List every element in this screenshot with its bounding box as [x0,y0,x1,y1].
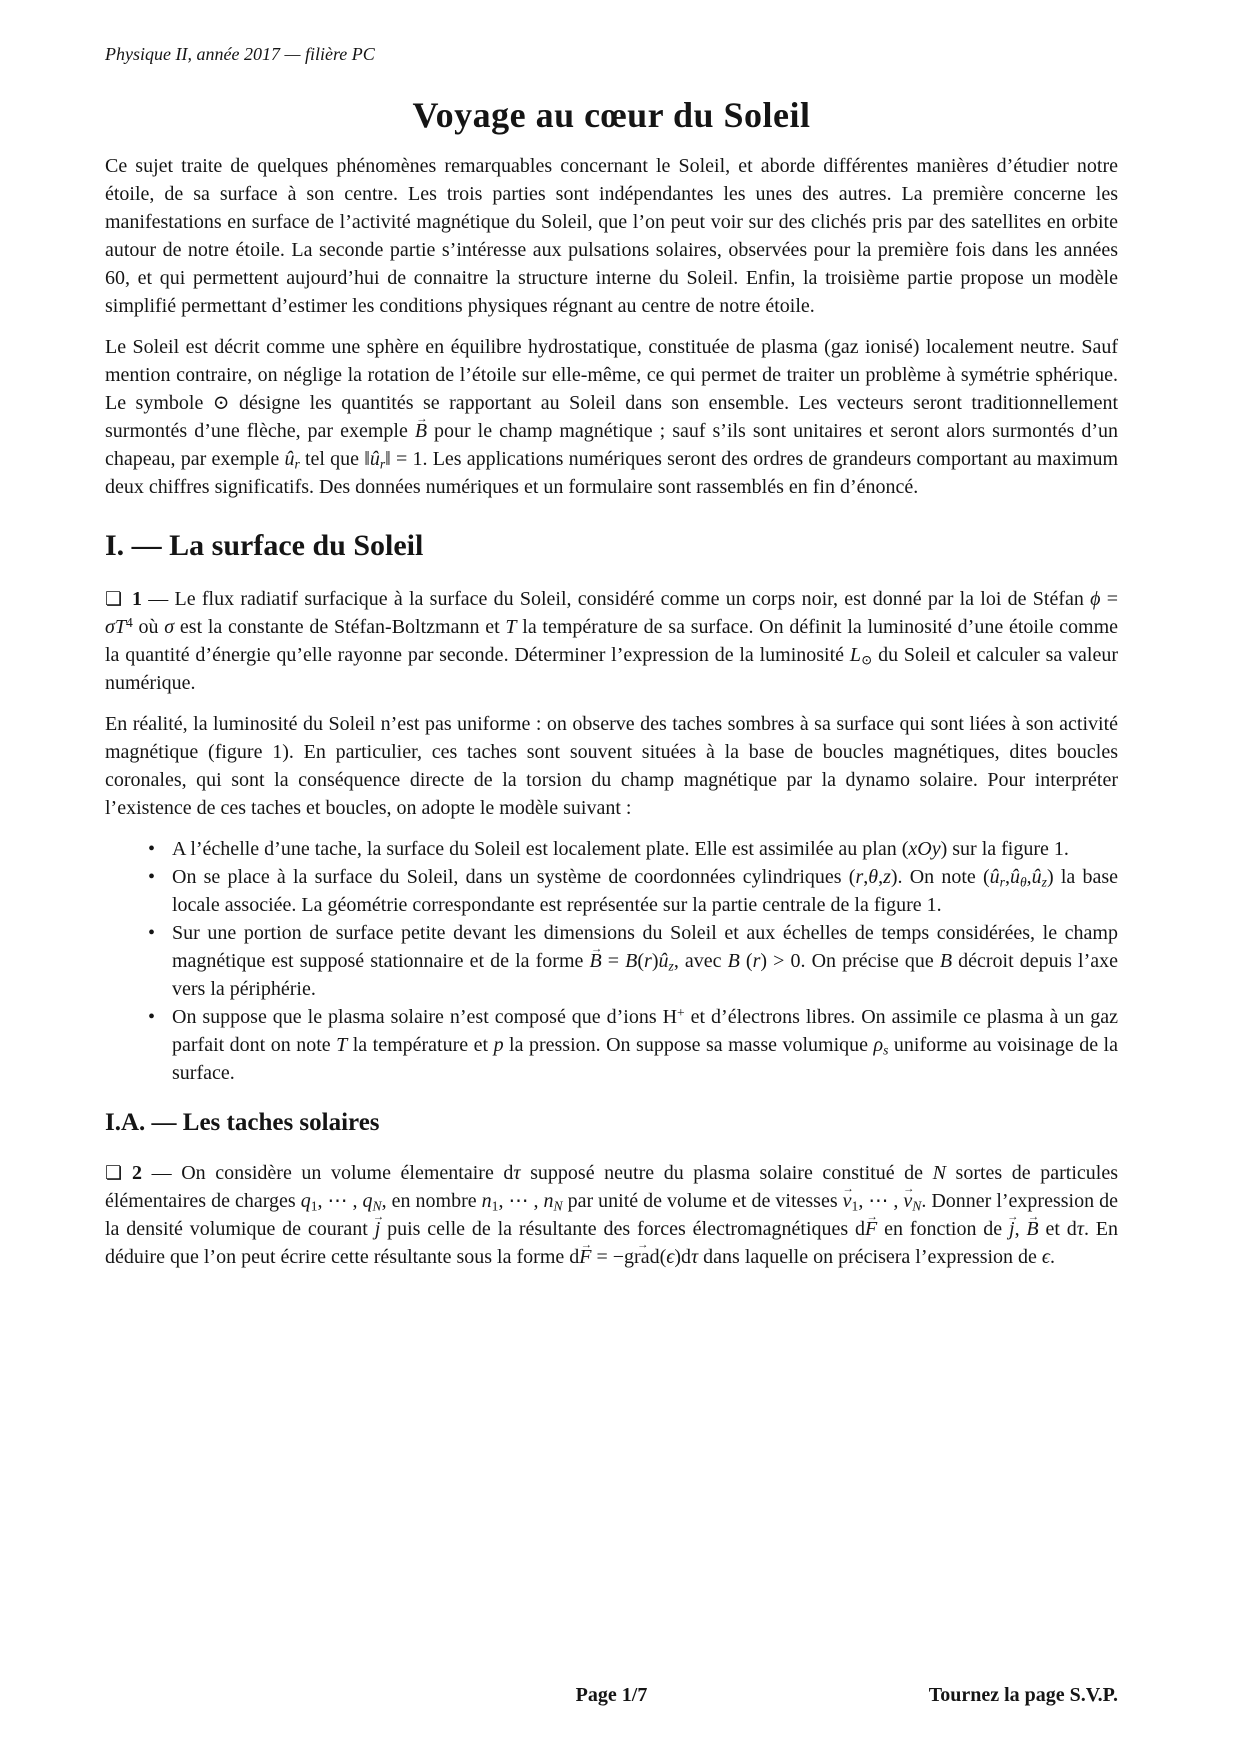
bullet-item-4: • On suppose que le plasma solaire n’est composé que d’ions H+ et d’électrons libres. On assimile ce plasma à un gaz parfait dont on note T la température et p la pression. On suppose sa masse volumique $\rho_s$ uniforme au voisinage de la surface. [172,1003,1118,1087]
intro-paragraph-2: Le Soleil est décrit comme une sphère en équilibre hydrostatique, constituée de plasma (gaz ionisé) localement neutre. Sauf mention contraire, on néglige la rotation de l’étoile sur elle-même, ce qui permet de traiter un problème à symétrie sphérique. Le symbole ⊙ désigne les quantités se rapportant au Soleil dans son ensemble. Les vecteurs seront traditionnellement surmontés d’une flèche, par exemple → B pour le champ magnétique ; sauf s’ils sont unitaires et seront alors surmontés d’un chapeau, par exemple $û_r$ tel que $‖û_r‖ = 1$. Les applications numériques seront des ordres de grandeurs comportant au maximum deux chiffres significatifs. Des données numériques et un formulaire sont rassemblés en fin d’énoncé. [105,333,1118,501]
question-2-number: 2 [132,1162,143,1184]
running-head: Physique II, année 2017 — filière PC [105,44,375,64]
footer-turn-notice: Tournez la page S.V.P. [928,1684,1118,1706]
bullet-item-3: • Sur une portion de surface petite devant les dimensions du Soleil et aux échelles de temps considérées, le champ magnétique est supposé stationnaire et de la forme → $B = B(r)û_z$, avec B (r) > 0. On précise que B décroit depuis l’axe vers la périphérie. [172,919,1118,1003]
question-2 [105,1159,1118,1271]
question-1 [105,585,1118,697]
paragraph-sunspots: En réalité, la luminosité du Soleil n’est pas uniforme : on observe des taches sombres à sa surface qui sont liées à son activité magnétique (figure 1). En particulier, ces taches sont souvent situées à la base de boucles magnétiques, dites boucles coronales, qui sont la conséquence directe de la torsion du champ magnétique par la dynamo solaire. Pour interpréter l’existence de ces taches et boucles, on adopte le modèle suivant : [105,713,1118,819]
page-footer [105,1684,1118,1707]
question-1-body: — Le flux radiatif surfacique à la surface du Soleil, considéré comme un corps noir, est donné par la loi de Stéfan $\phi = \sigma T^4$ où σ est la constante de Stéfan-Boltzmann et T la température de sa surface. On définit la luminosité d’une étoile comme la quantité d’énergie qu’elle rayonne par seconde. Déterminer l’expression de la luminosité $L_⊙$ du Soleil et calculer sa valeur numérique. [105,588,1119,694]
document-title: Voyage au cœur du Soleil [412,95,811,135]
question-square-icon: ❏ [105,1162,123,1184]
section-1a-heading: I.A. — Les taches solaires [105,1109,380,1136]
bullet-item-1: • A l’échelle d’une tache, la surface du Soleil est localement plate. Elle est assimilée au plan (xOy) sur la figure 1. [172,835,1118,863]
model-bullet-list [105,835,1118,1087]
section-1-heading: I. — La surface du Soleil [105,529,424,562]
question-2-body: — On considère un volume élementaire dτ supposé neutre du plasma solaire constitué de N sortes de particules élémentaires de charges $q_1$, ⋯ , $q_N$, en nombre $n_1$, ⋯ , $n_N$ par unité de volume et de vitesses → $v_1$, ⋯ , → $v_N$. Donner l’expression de la densité volumique de courant → j puis celle de la résultante des forces électromagnétiques d→ F en fonction de → j, → B et dτ. En déduire que l’on peut écrire cette résultante sous la forme d→ F = −→ grad(ϵ)dτ dans laquelle on précisera l’expression de ϵ. [105,1162,1118,1268]
question-square-icon: ❏ [105,588,123,610]
intro-paragraph-1: Ce sujet traite de quelques phénomènes remarquables concernant le Soleil, et aborde différentes manières d’étudier notre étoile, de sa surface à son centre. Les trois parties sont indépendantes les unes des autres. La première concerne les manifestations en surface de l’activité magnétique du Soleil, que l’on peut voir sur des clichés pris par des satellites en orbite autour de notre étoile. La seconde partie s’intéresse aux pulsations solaires, observées pour la première fois dans les années 60, et qui permettent aujourd’hui de connaitre la structure interne du Soleil. Enfin, la troisième partie propose un modèle simplifié permettant d’estimer les conditions physiques régnant au centre de notre étoile. [105,155,1118,317]
bullet-item-2: • On se place à la surface du Soleil, dans un système de coordonnées cylindriques (r,θ,z). On note $(û_r,û_\theta,û_z)$ la base locale associée. La géométrie correspondante est représentée sur la partie centrale de la figure 1. [172,863,1118,919]
footer-page-number: Page 1/7 [575,1684,648,1706]
question-1-number: 1 [132,588,143,610]
